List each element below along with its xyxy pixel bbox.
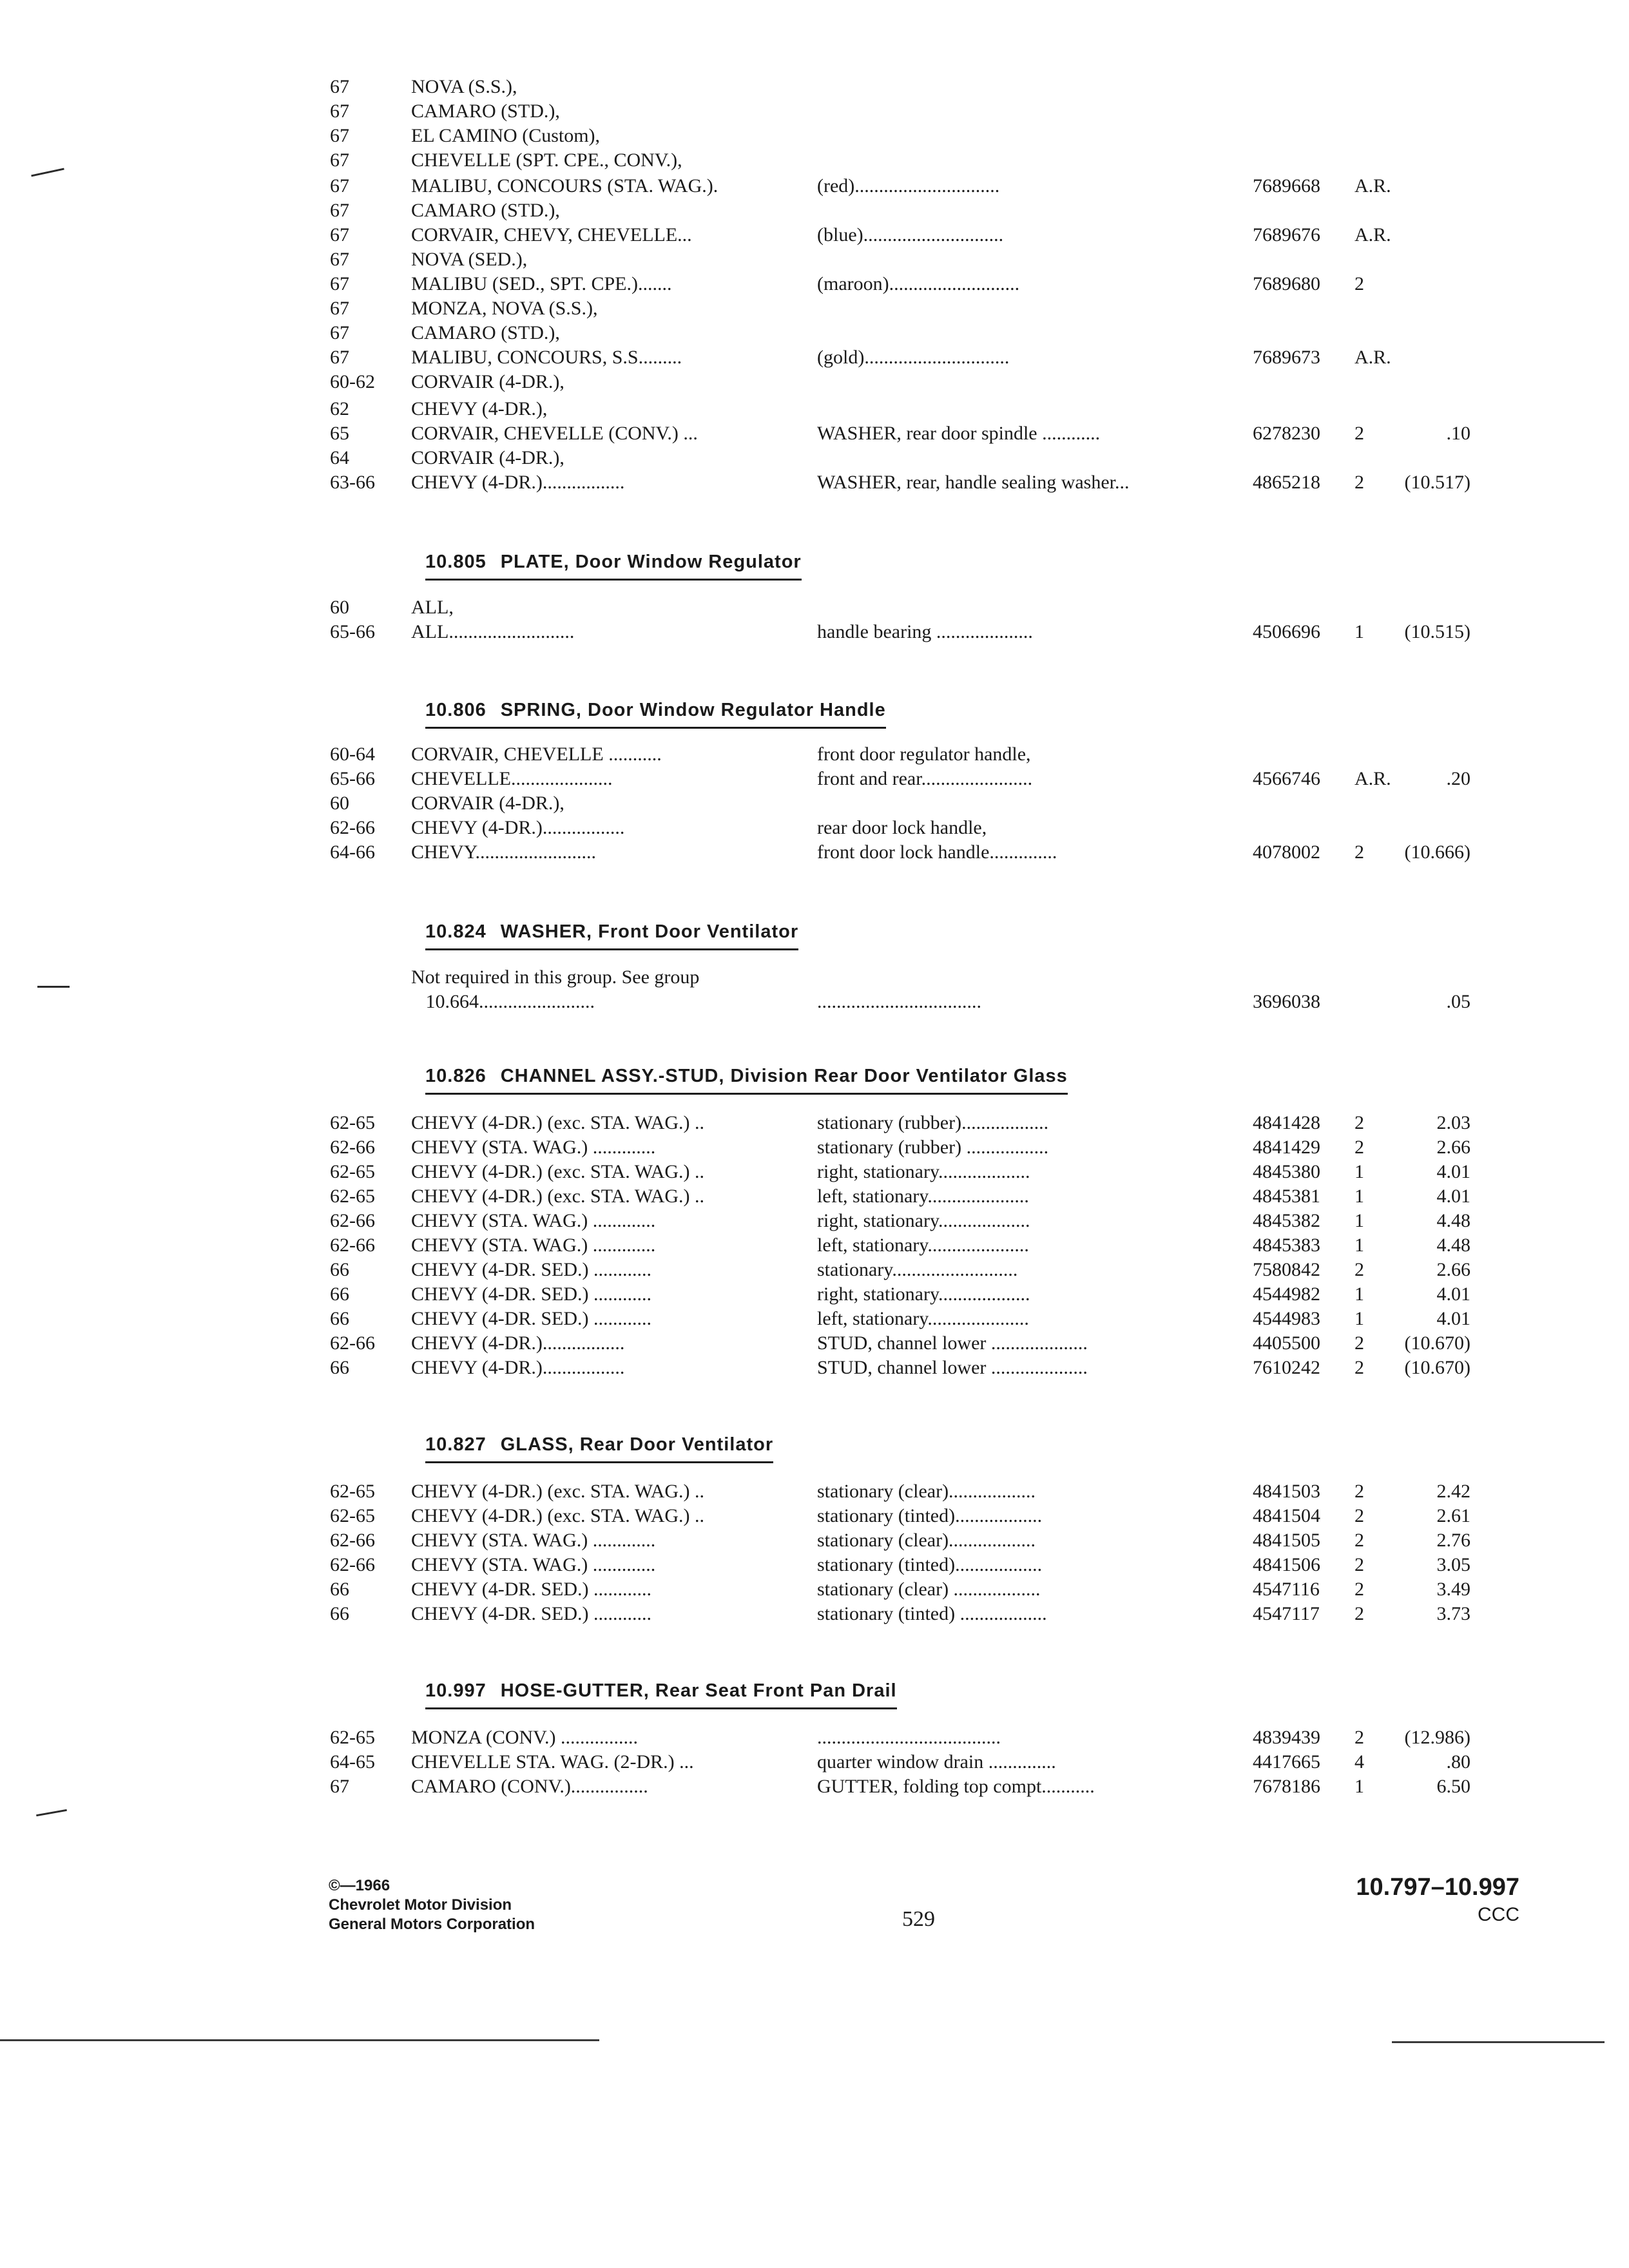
year-cell: 66: [330, 1283, 349, 1305]
quantity-cell: 1: [1354, 1235, 1364, 1256]
part-number-cell: 4544983: [1253, 1308, 1320, 1329]
part-number-cell: 4506696: [1253, 621, 1320, 642]
section-heading: [425, 1678, 897, 1709]
description-cell: handle bearing ....................: [817, 621, 1033, 642]
table-row: [0, 1602, 1629, 1626]
table-row: [0, 1233, 1629, 1258]
description-cell: stationary (clear)..................: [817, 1530, 1036, 1551]
table-row: [0, 1479, 1629, 1504]
quantity-cell: 2: [1354, 423, 1364, 444]
description-cell: WASHER, rear door spindle ............: [817, 423, 1101, 444]
quantity-cell: 1: [1354, 621, 1364, 642]
price-cell: 2.66: [1436, 1259, 1470, 1280]
price-cell: (10.517): [1404, 472, 1470, 493]
group-number: 10.805: [425, 552, 487, 572]
price-cell: 4.48: [1436, 1235, 1470, 1256]
scan-edge-line: [0, 2039, 599, 2041]
year-cell: 66: [330, 1603, 349, 1624]
table-row: [0, 767, 1629, 791]
model-cell: CHEVY (4-DR. SED.) ............: [411, 1579, 652, 1600]
description-cell: STUD, channel lower ....................: [817, 1357, 1088, 1378]
model-cell: CORVAIR, CHEVELLE ...........: [411, 744, 662, 765]
quantity-cell: 2: [1354, 1137, 1364, 1158]
year-cell: 67: [330, 175, 349, 197]
model-cell: CHEVY (STA. WAG.) .............: [411, 1210, 656, 1231]
description-cell: stationary (tinted)..................: [817, 1505, 1043, 1526]
table-row: [0, 1356, 1629, 1380]
model-cell: CHEVY (STA. WAG.) .............: [411, 1554, 656, 1575]
price-cell: .80: [1446, 1751, 1470, 1773]
model-cell: CHEVY (4-DR.).................: [411, 817, 625, 838]
part-number-cell: 7678186: [1253, 1776, 1320, 1797]
model-cell: Not required in this group. See group: [411, 966, 700, 988]
part-number-cell: 4841505: [1253, 1530, 1320, 1551]
description-cell: (blue).............................: [817, 224, 1004, 245]
year-cell: 67: [330, 298, 349, 319]
part-number-cell: 4845381: [1253, 1186, 1320, 1207]
table-row: [0, 124, 1629, 148]
table-row: [0, 198, 1629, 223]
division: Chevrolet Motor Division: [329, 1896, 512, 1914]
table-row: [0, 1577, 1629, 1602]
year-cell: 65-66: [330, 768, 375, 789]
quantity-cell: 1: [1354, 1186, 1364, 1207]
table-row: [0, 370, 1629, 394]
part-number-cell: 4839439: [1253, 1727, 1320, 1748]
year-cell: 63-66: [330, 472, 375, 493]
model-cell: CHEVY (STA. WAG.) .............: [411, 1530, 656, 1551]
description-cell: right, stationary...................: [817, 1283, 1030, 1305]
group-number: 10.806: [425, 700, 487, 720]
price-cell: 4.01: [1436, 1161, 1470, 1182]
part-number-cell: 7689668: [1253, 175, 1320, 197]
description-cell: stationary (rubber) .................: [817, 1137, 1049, 1158]
model-cell: CORVAIR (4-DR.),: [411, 371, 564, 392]
section-heading: [425, 919, 798, 950]
model-cell: CHEVY.........................: [411, 841, 596, 863]
model-cell: CHEVY (4-DR.).................: [411, 1357, 625, 1378]
table-row: [0, 272, 1629, 296]
description-cell: WASHER, rear, handle sealing washer...: [817, 472, 1130, 493]
description-cell: ..................................: [817, 991, 981, 1012]
year-cell: 62-66: [330, 1210, 375, 1231]
copyright: ©—1966: [329, 1877, 390, 1894]
margin-mark: [36, 1809, 67, 1816]
model-cell: MALIBU, CONCOURS (STA. WAG.).: [411, 175, 718, 197]
group-number: 10.997: [425, 1680, 487, 1701]
section-heading: [425, 549, 802, 581]
description-cell: stationary (tinted)..................: [817, 1554, 1043, 1575]
table-row: [0, 321, 1629, 345]
table-row: [0, 1774, 1629, 1799]
model-cell: CHEVY (STA. WAG.) .............: [411, 1137, 656, 1158]
catalog-code: CCC: [1478, 1904, 1519, 1925]
part-number-cell: 4078002: [1253, 841, 1320, 863]
scan-edge-line: [1392, 2041, 1605, 2043]
part-number-cell: 7689680: [1253, 273, 1320, 294]
part-number-cell: 4841504: [1253, 1505, 1320, 1526]
section-heading: [425, 1432, 773, 1463]
quantity-cell: 2: [1354, 1727, 1364, 1748]
year-cell: 67: [330, 125, 349, 146]
quantity-cell: 1: [1354, 1210, 1364, 1231]
table-row: [0, 1135, 1629, 1160]
price-cell: 2.61: [1436, 1505, 1470, 1526]
table-row: [0, 397, 1629, 421]
part-number-cell: 4841506: [1253, 1554, 1320, 1575]
quantity-cell: 4: [1354, 1751, 1364, 1773]
table-row: [0, 148, 1629, 173]
model-cell: MALIBU, CONCOURS, S.S.........: [411, 347, 682, 368]
part-number-cell: 4841429: [1253, 1137, 1320, 1158]
model-cell: CHEVY (4-DR.) (exc. STA. WAG.) ..: [411, 1161, 705, 1182]
description-cell: right, stationary...................: [817, 1210, 1030, 1231]
price-cell: (10.670): [1404, 1332, 1470, 1354]
model-cell: CHEVELLE STA. WAG. (2-DR.) ...: [411, 1751, 694, 1773]
group-number: 10.824: [425, 921, 487, 942]
model-cell: CAMARO (STD.),: [411, 322, 560, 343]
model-cell: CHEVY (4-DR.) (exc. STA. WAG.) ..: [411, 1505, 705, 1526]
table-row: [0, 1258, 1629, 1282]
year-cell: 62: [330, 398, 349, 419]
year-cell: 60: [330, 597, 349, 618]
year-cell: 67: [330, 76, 349, 97]
description-cell: stationary (clear)..................: [817, 1481, 1036, 1502]
part-number-cell: 4547116: [1253, 1579, 1320, 1600]
publisher-block: [329, 1876, 535, 1934]
year-cell: 66: [330, 1357, 349, 1378]
table-row: [0, 345, 1629, 370]
year-cell: 62-65: [330, 1112, 375, 1133]
model-cell: ALL,: [411, 597, 454, 618]
table-row: [0, 1725, 1629, 1750]
model-cell: CAMARO (STD.),: [411, 200, 560, 221]
model-cell: NOVA (S.S.),: [411, 76, 517, 97]
model-cell: CAMARO (CONV.)................: [411, 1776, 648, 1797]
year-cell: 67: [330, 224, 349, 245]
year-cell: 64-65: [330, 1751, 375, 1773]
year-cell: 62-65: [330, 1505, 375, 1526]
part-number-cell: 7689676: [1253, 224, 1320, 245]
year-cell: 65-66: [330, 621, 375, 642]
year-cell: 66: [330, 1308, 349, 1329]
year-cell: 67: [330, 1776, 349, 1797]
year-cell: 62-66: [330, 1530, 375, 1551]
table-row: [0, 446, 1629, 470]
price-cell: (12.986): [1404, 1727, 1470, 1748]
price-cell: 3.05: [1436, 1554, 1470, 1575]
quantity-cell: A.R.: [1354, 175, 1391, 197]
price-cell: (10.666): [1404, 841, 1470, 863]
table-row: [0, 1160, 1629, 1184]
section-heading: [425, 697, 886, 729]
part-number-cell: 4841428: [1253, 1112, 1320, 1133]
model-cell: CHEVY (4-DR. SED.) ............: [411, 1283, 652, 1305]
group-range-block: [1356, 1872, 1519, 1928]
year-cell: 62-66: [330, 1554, 375, 1575]
table-row: [0, 816, 1629, 840]
table-row: [0, 1528, 1629, 1553]
table-row: [0, 1282, 1629, 1307]
model-cell: CHEVELLE.....................: [411, 768, 613, 789]
price-cell: 2.03: [1436, 1112, 1470, 1133]
model-cell: CHEVY (4-DR.) (exc. STA. WAG.) ..: [411, 1186, 705, 1207]
description-cell: stationary (rubber)..................: [817, 1112, 1049, 1133]
quantity-cell: 1: [1354, 1776, 1364, 1797]
table-row: [0, 223, 1629, 247]
price-cell: .20: [1446, 768, 1470, 789]
year-cell: 67: [330, 200, 349, 221]
year-cell: 62-66: [330, 817, 375, 838]
model-cell: CHEVY (4-DR. SED.) ............: [411, 1308, 652, 1329]
quantity-cell: 2: [1354, 1259, 1364, 1280]
price-cell: 2.76: [1436, 1530, 1470, 1551]
quantity-cell: 1: [1354, 1283, 1364, 1305]
price-cell: .05: [1446, 991, 1470, 1012]
description-cell: GUTTER, folding top compt...........: [817, 1776, 1095, 1797]
price-cell: 2.42: [1436, 1481, 1470, 1502]
model-cell: ALL..........................: [411, 621, 575, 642]
model-cell: CORVAIR (4-DR.),: [411, 447, 564, 468]
description-cell: STUD, channel lower ....................: [817, 1332, 1088, 1354]
year-cell: 62-65: [330, 1727, 375, 1748]
model-cell: CORVAIR, CHEVY, CHEVELLE...: [411, 224, 692, 245]
description-cell: rear door lock handle,: [817, 817, 987, 838]
year-cell: 67: [330, 273, 349, 294]
description-cell: left, stationary.....................: [817, 1308, 1029, 1329]
model-cell: EL CAMINO (Custom),: [411, 125, 601, 146]
corporation: General Motors Corporation: [329, 1916, 535, 1933]
quantity-cell: 2: [1354, 1554, 1364, 1575]
table-row: [0, 840, 1629, 865]
page-number: 529: [902, 1907, 935, 1931]
model-cell: CORVAIR (4-DR.),: [411, 793, 564, 814]
description-cell: left, stationary.....................: [817, 1235, 1029, 1256]
model-cell: MONZA, NOVA (S.S.),: [411, 298, 598, 319]
section-title: HOSE-GUTTER, Rear Seat Front Pan Drail: [500, 1680, 897, 1701]
quantity-cell: 2: [1354, 1481, 1364, 1502]
quantity-cell: 2: [1354, 1332, 1364, 1354]
description-cell: front door regulator handle,: [817, 744, 1031, 765]
part-number-cell: 6278230: [1253, 423, 1320, 444]
table-row: [0, 620, 1629, 644]
model-cell: MALIBU (SED., SPT. CPE.).......: [411, 273, 672, 294]
model-cell: CHEVY (4-DR.),: [411, 398, 548, 419]
table-row: [0, 247, 1629, 272]
model-cell: CHEVELLE (SPT. CPE., CONV.),: [411, 149, 682, 171]
quantity-cell: 2: [1354, 1505, 1364, 1526]
year-cell: 62-66: [330, 1332, 375, 1354]
model-cell: CAMARO (STD.),: [411, 101, 560, 122]
quantity-cell: 2: [1354, 472, 1364, 493]
section-title: PLATE, Door Window Regulator: [500, 552, 802, 572]
description-cell: stationary..........................: [817, 1259, 1018, 1280]
description-cell: (maroon)...........................: [817, 273, 1020, 294]
price-cell: 3.49: [1436, 1579, 1470, 1600]
table-row: [0, 965, 1629, 990]
table-row: [0, 791, 1629, 816]
table-row: [0, 421, 1629, 446]
description-cell: left, stationary.....................: [817, 1186, 1029, 1207]
quantity-cell: 2: [1354, 1603, 1364, 1624]
model-cell: CORVAIR, CHEVELLE (CONV.) ...: [411, 423, 698, 444]
price-cell: 2.66: [1436, 1137, 1470, 1158]
year-cell: 62-66: [330, 1235, 375, 1256]
quantity-cell: A.R.: [1354, 224, 1391, 245]
year-cell: 64: [330, 447, 349, 468]
price-cell: 4.01: [1436, 1308, 1470, 1329]
section-title: GLASS, Rear Door Ventilator: [500, 1434, 774, 1455]
table-row: [0, 99, 1629, 124]
model-cell: MONZA (CONV.) ................: [411, 1727, 638, 1748]
table-row: [0, 595, 1629, 620]
description-cell: (red)..............................: [817, 175, 1000, 197]
part-number-cell: 4417665: [1253, 1751, 1320, 1773]
year-cell: 67: [330, 101, 349, 122]
model-cell: CHEVY (4-DR. SED.) ............: [411, 1259, 652, 1280]
year-cell: 62-65: [330, 1481, 375, 1502]
table-row: [0, 1307, 1629, 1331]
model-cell: CHEVY (4-DR.) (exc. STA. WAG.) ..: [411, 1112, 705, 1133]
model-cell: NOVA (SED.),: [411, 249, 528, 270]
part-number-cell: 4845380: [1253, 1161, 1320, 1182]
year-cell: 66: [330, 1579, 349, 1600]
table-row: [0, 742, 1629, 767]
model-cell: CHEVY (4-DR.).................: [411, 1332, 625, 1354]
price-cell: (10.515): [1404, 621, 1470, 642]
price-cell: 4.01: [1436, 1283, 1470, 1305]
model-cell: CHEVY (4-DR. SED.) ............: [411, 1603, 652, 1624]
year-cell: 62-65: [330, 1186, 375, 1207]
section-heading: [425, 1063, 1068, 1095]
section-title: WASHER, Front Door Ventilator: [500, 921, 799, 942]
price-cell: (10.670): [1404, 1357, 1470, 1378]
quantity-cell: 1: [1354, 1161, 1364, 1182]
year-cell: 60-64: [330, 744, 375, 765]
part-number-cell: 7689673: [1253, 347, 1320, 368]
price-cell: .10: [1446, 423, 1470, 444]
part-number-cell: 3696038: [1253, 991, 1320, 1012]
table-row: [0, 1331, 1629, 1356]
part-number-cell: 4547117: [1253, 1603, 1320, 1624]
model-cell: CHEVY (4-DR.) (exc. STA. WAG.) ..: [411, 1481, 705, 1502]
year-cell: 65: [330, 423, 349, 444]
year-cell: 67: [330, 249, 349, 270]
section-title: SPRING, Door Window Regulator Handle: [500, 700, 886, 720]
group-range: 10.797–10.997: [1356, 1874, 1519, 1901]
price-cell: 3.73: [1436, 1603, 1470, 1624]
section-title: CHANNEL ASSY.-STUD, Division Rear Door Ventilator Glass: [500, 1066, 1068, 1086]
description-cell: ......................................: [817, 1727, 1001, 1748]
quantity-cell: 2: [1354, 1357, 1364, 1378]
year-cell: 66: [330, 1259, 349, 1280]
group-number: 10.827: [425, 1434, 487, 1455]
table-row: [0, 75, 1629, 99]
year-cell: 62-66: [330, 1137, 375, 1158]
table-row: [0, 1184, 1629, 1209]
table-row: [0, 1111, 1629, 1135]
year-cell: 62-65: [330, 1161, 375, 1182]
year-cell: 67: [330, 322, 349, 343]
part-number-cell: 4566746: [1253, 768, 1320, 789]
quantity-cell: 2: [1354, 1579, 1364, 1600]
year-cell: 67: [330, 347, 349, 368]
group-number: 10.826: [425, 1066, 487, 1086]
part-number-cell: 4544982: [1253, 1283, 1320, 1305]
part-number-cell: 4405500: [1253, 1332, 1320, 1354]
description-cell: (gold)..............................: [817, 347, 1010, 368]
description-cell: front and rear.......................: [817, 768, 1033, 789]
quantity-cell: 2: [1354, 841, 1364, 863]
model-cell: CHEVY (4-DR.).................: [411, 472, 625, 493]
quantity-cell: A.R.: [1354, 768, 1391, 789]
year-cell: 60-62: [330, 371, 375, 392]
model-cell: 10.664........................: [411, 991, 595, 1012]
table-row: [0, 990, 1629, 1014]
quantity-cell: 2: [1354, 1112, 1364, 1133]
price-cell: 4.01: [1436, 1186, 1470, 1207]
part-number-cell: 7610242: [1253, 1357, 1320, 1378]
part-number-cell: 4865218: [1253, 472, 1320, 493]
table-row: [0, 470, 1629, 495]
quantity-cell: 2: [1354, 1530, 1364, 1551]
quantity-cell: 1: [1354, 1308, 1364, 1329]
model-cell: CHEVY (STA. WAG.) .............: [411, 1235, 656, 1256]
description-cell: right, stationary...................: [817, 1161, 1030, 1182]
table-row: [0, 296, 1629, 321]
description-cell: stationary (clear) ..................: [817, 1579, 1041, 1600]
description-cell: front door lock handle..............: [817, 841, 1057, 863]
year-cell: 60: [330, 793, 349, 814]
table-row: [0, 1553, 1629, 1577]
part-number-cell: 4845382: [1253, 1210, 1320, 1231]
part-number-cell: 7580842: [1253, 1259, 1320, 1280]
price-cell: 4.48: [1436, 1210, 1470, 1231]
part-number-cell: 4845383: [1253, 1235, 1320, 1256]
year-cell: 64-66: [330, 841, 375, 863]
price-cell: 6.50: [1436, 1776, 1470, 1797]
quantity-cell: 2: [1354, 273, 1364, 294]
description-cell: stationary (tinted) ..................: [817, 1603, 1047, 1624]
year-cell: 67: [330, 149, 349, 171]
table-row: [0, 1750, 1629, 1774]
part-number-cell: 4841503: [1253, 1481, 1320, 1502]
table-row: [0, 1504, 1629, 1528]
description-cell: quarter window drain ..............: [817, 1751, 1056, 1773]
table-row: [0, 174, 1629, 198]
quantity-cell: A.R.: [1354, 347, 1391, 368]
table-row: [0, 1209, 1629, 1233]
